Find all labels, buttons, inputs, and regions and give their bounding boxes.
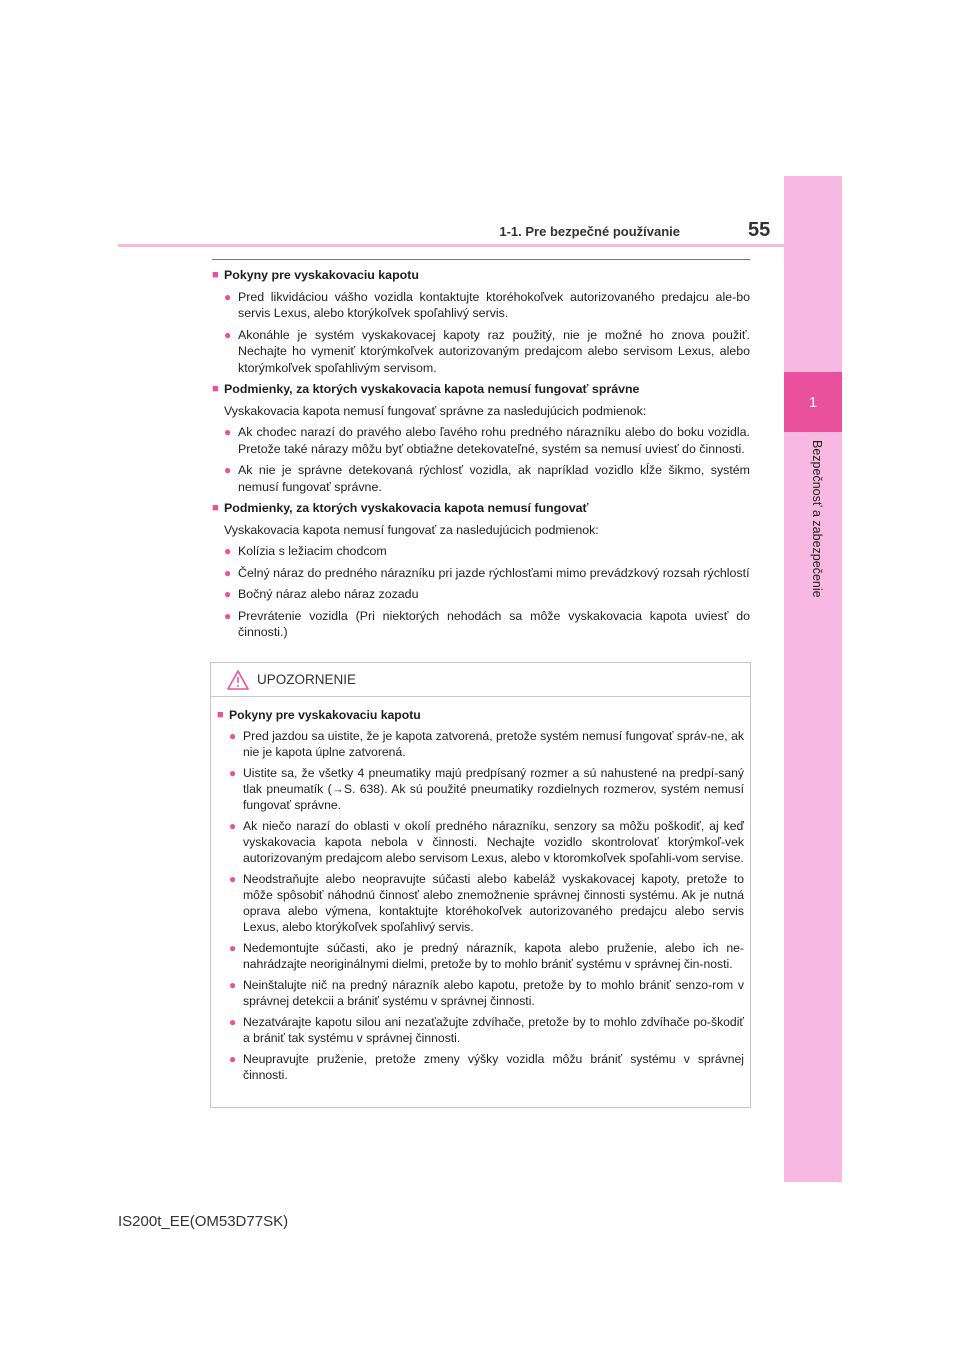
caution-body (211, 697, 750, 1083)
bullet-dot-icon: ● (229, 819, 237, 833)
list-item: ● Ak chodec narazí do pravého alebo ľavého rohu predného nárazníku alebo do boku vozidla. Pretože také nárazy môžu byť obtiažne detekovateľné, systém sa nemusí uviesť do činnosti. (224, 425, 750, 456)
square-icon: ■ (212, 502, 219, 514)
list-item: ● Pred likvidáciou vášho vozidla kontaktujte ktoréhokoľvek autorizovaného predajcu ale-bo servis Lexus, alebo ktorýkoľvek spoľahlivý servis. (224, 289, 750, 320)
caution-item: ● Neinštalujte nič na predný nárazník alebo kapotu, pretože by to mohlo brániť senzo-rom v správnej detekcii a brániť systému v správnej činnosti. (229, 978, 744, 1008)
section-intro: Vyskakovacia kapota nemusí fungovať správne za nasledujúcich podmienok: (224, 403, 647, 418)
bullet-dot-icon: ● (229, 941, 237, 955)
square-icon: ■ (212, 383, 219, 395)
list-item: ● Akonáhle je systém vyskakovacej kapoty raz použitý, nie je možné ho znova použiť. Nechajte ho vymeniť ktorýmkoľvek autorizovaným predajcom alebo servisom Lexus, alebo ktorýmkoľvek spoľahlivým servisom. (224, 327, 750, 375)
bullet-dot-icon: ● (224, 544, 232, 558)
bullet-dot-icon: ● (224, 327, 232, 342)
content-top-rule (212, 259, 750, 260)
section-heading: ■ Podmienky, za ktorých vyskakovacia kapota nemusí fungovať správne (212, 382, 640, 396)
caution-item: ● Neodstraňujte alebo neopravujte súčasti alebo kabeláž vyskakovacej kapoty, pretože to môže spôsobiť náhodnú činnosť alebo znemožnenie správnej činnosti systému. Ak je nutná oprava alebo výmena, kontaktujte ktoréhokoľvek autorizovaného predajcu alebo servis Lexus, alebo ktorýkoľvek spoľahlivý servis. (229, 872, 744, 934)
bullet-dot-icon: ● (229, 1052, 237, 1066)
side-tab (784, 176, 842, 1182)
section-intro: Vyskakovacia kapota nemusí fungovať za nasledujúcich podmienok: (224, 522, 599, 537)
chapter-number: 1 (784, 372, 842, 432)
caution-item: ● Pred jazdou sa uistite, že je kapota zatvorená, pretože systém nemusí fungovať správ-ne, ak nie je kapota úplne zatvorená. (229, 729, 744, 759)
list-item: ● Bočný náraz alebo náraz zozadu (224, 587, 419, 601)
list-item: ● Prevrátenie vozidla (Pri niektorých nehodách sa môže vyskakovacia kapota uviesť do činnosti.) (224, 608, 750, 639)
bullet-dot-icon: ● (224, 289, 232, 304)
caution-header (211, 663, 750, 697)
header-rule (118, 244, 784, 247)
caution-item: ● Ak niečo narazí do oblasti v okolí predného nárazníku, senzory sa môžu poškodiť, aj keď vyskakovacia kapota nebola v činnosti. Nechajte vozidlo skontrolovať ktorýmkoľ-vek autorizovaným predajcom alebo servisom Lexus, alebo v ktoromkoľvek spoľahli-vom servise. (229, 819, 744, 865)
caution-item: ● Uistite sa, že všetky 4 pneumatiky majú predpísaný rozmer a sú nahustené na predpí-saný tlak pneumatík (→S. 638). Ak sú použité pneumatiky rozdielnych rozmerov, systém nemusí fungovať správne. (229, 766, 744, 812)
caution-item: ● Nezatvárajte kapotu silou ani nezaťažujte zdvíhače, pretože by to mohlo zdvíhače po-škodiť a brániť tak systému v správnej činnosti. (229, 1015, 744, 1045)
list-item: ● Kolízia s ležiacim chodcom (224, 544, 387, 558)
bullet-dot-icon: ● (229, 729, 237, 743)
bullet-dot-icon: ● (224, 608, 232, 623)
section-title: 1-1. Pre bezpečné používanie (499, 224, 680, 239)
page-number: 55 (748, 219, 771, 241)
bullet-dot-icon: ● (229, 872, 237, 886)
bullet-dot-icon: ● (229, 978, 237, 992)
bullet-dot-icon: ● (224, 463, 232, 477)
list-item: ● Ak nie je správne detekovaná rýchlosť vozidla, ak napríklad vozidlo kĺže šikmo, systém nemusí fungovať správne. (224, 463, 750, 494)
main-content (212, 267, 750, 646)
chapter-label: Bezpečnosť a zabezpečenie (810, 440, 824, 598)
caution-box (210, 662, 751, 1108)
square-icon: ■ (217, 709, 224, 721)
bullet-dot-icon: ● (229, 1015, 237, 1029)
bullet-dot-icon: ● (224, 587, 232, 601)
caution-item: ● Nedemontujte súčasti, ako je predný nárazník, kapota alebo pruženie, alebo ich ne-nahrádzajte neoriginálnymi dielmi, pretože by to mohlo brániť systému v správnej čin-nosti. (229, 941, 744, 971)
model-code: IS200t_EE(OM53D77SK) (118, 1213, 289, 1230)
square-icon: ■ (212, 269, 219, 281)
caution-title: UPOZORNENIE (257, 672, 357, 687)
section-heading: ■ Podmienky, za ktorých vyskakovacia kapota nemusí fungovať (212, 501, 589, 515)
caution-item: ● Neupravujte pruženie, pretože zmeny výšky vozidla môžu brániť systému v správnej činnosti. (229, 1052, 744, 1082)
caution-heading: ■ Pokyny pre vyskakovaciu kapotu (217, 708, 421, 722)
bullet-dot-icon: ● (229, 766, 237, 780)
bullet-dot-icon: ● (224, 565, 232, 580)
section-heading: ■ Pokyny pre vyskakovaciu kapotu (212, 268, 419, 282)
warning-triangle-icon (227, 670, 249, 690)
list-item: ● Čelný náraz do predného nárazníku pri jazde rýchlosťami mimo prevádzkový rozsah rýchlostí (224, 565, 750, 580)
bullet-dot-icon: ● (224, 425, 232, 439)
